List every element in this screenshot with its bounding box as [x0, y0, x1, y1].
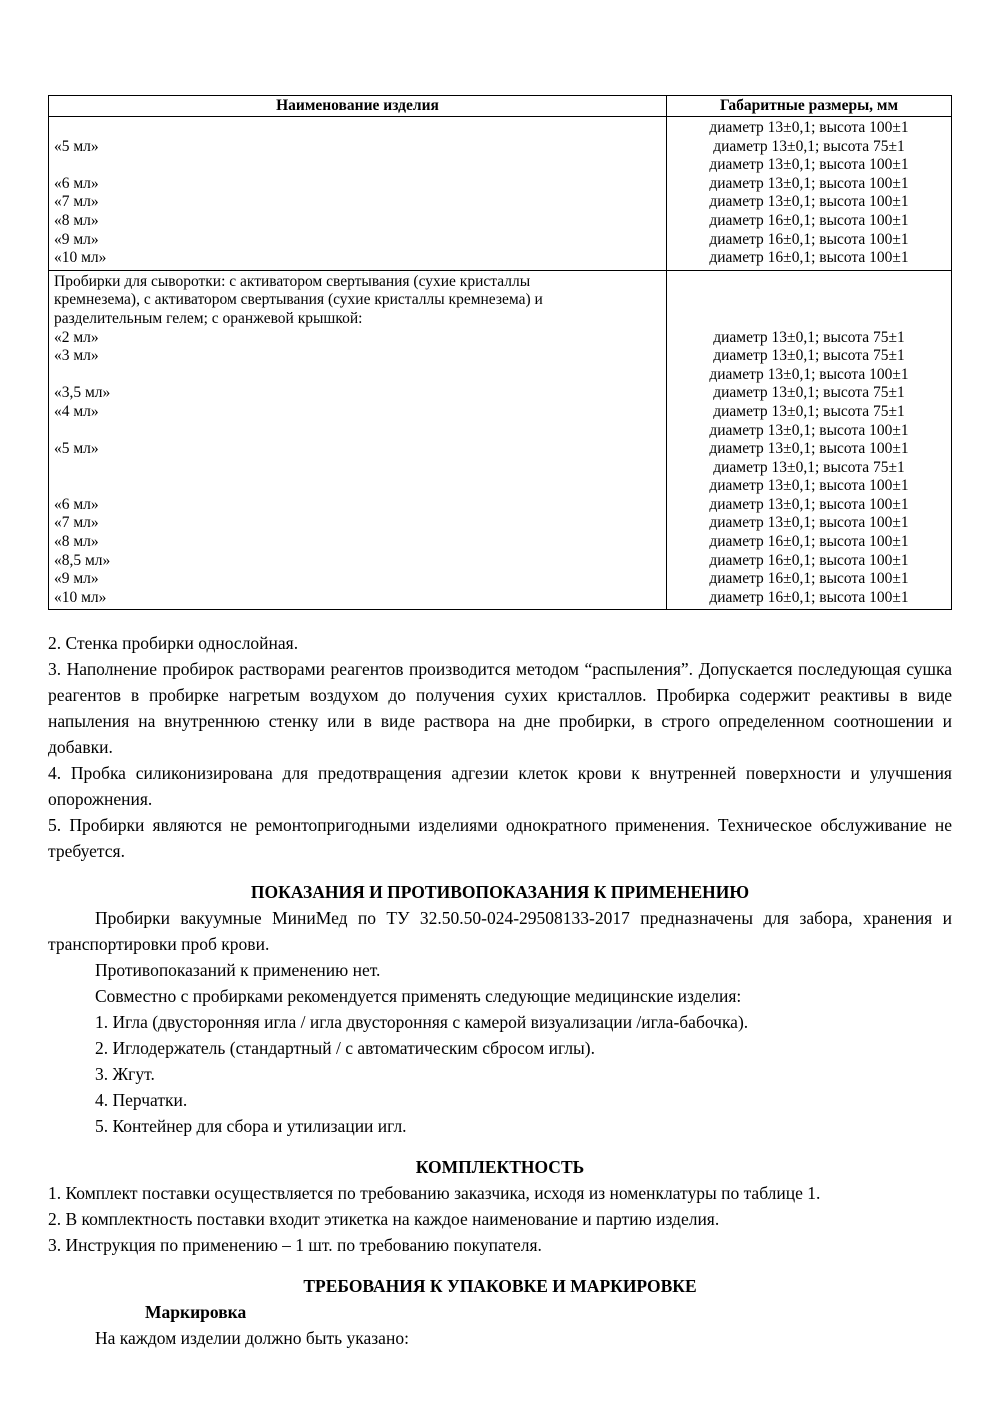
table-header-row — [49, 96, 951, 117]
dimension-line — [667, 273, 951, 292]
product-name-line: «8 мл» — [54, 533, 99, 551]
product-name-line — [54, 422, 662, 441]
table-block-tubes-top — [49, 117, 951, 270]
para-tube-wall: 2. Стенка пробирки однослойная. — [48, 633, 299, 654]
dimension-line: диаметр 13±0,1; высота 75±1 — [713, 347, 905, 365]
product-name-line: разделительным гелем; с оранжевой крышкой: — [54, 309, 363, 327]
table-block1-name-column — [49, 117, 667, 270]
dimension-line: диаметр 13±0,1; высота 100±1 — [709, 156, 909, 174]
para-delivery-set: 1. Комплект поставки осуществляется по требованию заказчика, исходя из номенклатуры по таблице 1. — [48, 1183, 821, 1204]
product-name-line — [54, 477, 662, 496]
dimension-line: диаметр 13±0,1; высота 100±1 — [709, 495, 909, 513]
dimension-line — [667, 291, 951, 310]
dimension-line: диаметр 16±0,1; высота 100±1 — [709, 249, 909, 267]
dimension-line: диаметр 13±0,1; высота 100±1 — [709, 421, 909, 439]
para-contraindications: Противопоказаний к применению нет. — [95, 960, 381, 981]
product-name-line: «10 мл» — [54, 588, 107, 606]
dimension-line: диаметр 13±0,1; высота 100±1 — [709, 477, 909, 495]
para-intended-use: Пробирки вакуумные МиниМед по ТУ 32.50.50-024-29508133-2017 предназначены для забора, хранения и транспортировки проб крови. — [48, 908, 952, 955]
product-name-line: «4 мл» — [54, 402, 99, 420]
product-name-line: Пробирки для сыворотки: с активатором свертывания (сухие кристаллы — [54, 272, 531, 290]
dimension-line: диаметр 16±0,1; высота 100±1 — [709, 533, 909, 551]
dimension-line: диаметр 16±0,1; высота 100±1 — [709, 230, 909, 248]
dimension-line: диаметр 13±0,1; высота 75±1 — [713, 458, 905, 476]
product-name-line: «3,5 мл» — [54, 384, 111, 402]
product-name-line: «6 мл» — [54, 495, 99, 513]
dimension-line: диаметр 16±0,1; высота 100±1 — [709, 588, 909, 606]
recommended-device-item: 1. Игла (двусторонняя игла / игла двусторонняя с камерой визуализации /игла-бабочка). — [95, 1012, 749, 1033]
heading-completeness: КОМПЛЕКТНОСТЬ — [415, 1157, 585, 1178]
dimension-line: диаметр 16±0,1; высота 100±1 — [709, 211, 909, 229]
document-body — [48, 630, 952, 1351]
subheading-marking: Маркировка — [145, 1302, 247, 1323]
product-name-line: «6 мл» — [54, 174, 99, 192]
recommended-device-item: 3. Жгут. — [95, 1064, 155, 1085]
dimension-line: диаметр 13±0,1; высота 100±1 — [709, 174, 909, 192]
dimension-line: диаметр 13±0,1; высота 100±1 — [709, 440, 909, 458]
para-label-included: 2. В комплектность поставки входит этикетка на каждое наименование и партию изделия. — [48, 1209, 720, 1230]
product-name-line: «5 мл» — [54, 137, 99, 155]
product-name-line: «8,5 мл» — [54, 551, 111, 569]
product-name-line — [54, 459, 662, 478]
table-block2-dimension-column — [667, 271, 951, 610]
table-header-dimensions: Габаритные размеры, мм — [719, 97, 899, 114]
product-name-line — [54, 156, 662, 175]
dimension-line: диаметр 13±0,1; высота 75±1 — [713, 328, 905, 346]
product-name-line: «7 мл» — [54, 193, 99, 211]
product-name-line — [54, 366, 662, 385]
heading-indications: ПОКАЗАНИЯ И ПРОТИВОПОКАЗАНИЯ К ПРИМЕНЕНИЮ — [250, 882, 750, 903]
product-name-line: «2 мл» — [54, 328, 99, 346]
recommended-device-item: 4. Перчатки. — [95, 1090, 188, 1111]
product-name-line: «3 мл» — [54, 347, 99, 365]
product-name-line — [54, 119, 662, 138]
product-name-line: «7 мл» — [54, 514, 99, 532]
product-name-line: кремнезема), с активатором свертывания (сухие кристаллы кремнезема) и — [54, 291, 543, 309]
para-recommended-devices: Совместно с пробирками рекомендуется применять следующие медицинские изделия: — [95, 986, 742, 1007]
product-spec-table — [48, 95, 952, 610]
para-instruction-included: 3. Инструкция по применению – 1 шт. по требованию покупателя. — [48, 1235, 542, 1256]
recommended-device-item: 2. Иглодержатель (стандартный / с автоматическим сбросом иглы). — [95, 1038, 596, 1059]
dimension-line: диаметр 13±0,1; высота 100±1 — [709, 119, 909, 136]
product-name-line: «10 мл» — [54, 249, 107, 267]
table-header-product-name: Наименование изделия — [49, 96, 667, 116]
dimension-line — [667, 310, 951, 329]
product-name-line: «9 мл» — [54, 570, 99, 588]
dimension-line: диаметр 16±0,1; высота 100±1 — [709, 570, 909, 588]
heading-packaging-marking: ТРЕБОВАНИЯ К УПАКОВКЕ И МАРКИРОВКЕ — [303, 1276, 697, 1297]
dimension-line: диаметр 13±0,1; высота 75±1 — [713, 137, 905, 155]
para-marking-requirement: На каждом изделии должно быть указано: — [95, 1328, 409, 1349]
product-name-line: «9 мл» — [54, 230, 99, 248]
dimension-line: диаметр 16±0,1; высота 100±1 — [709, 551, 909, 569]
recommended-device-item: 5. Контейнер для сбора и утилизации игл. — [95, 1116, 407, 1137]
para-siliconized-stopper: 4. Пробка силиконизирована для предотвращения адгезии клеток крови к внутренней поверхности и улучшения опорожнения. — [48, 763, 952, 810]
table-block-serum-tubes — [49, 270, 951, 610]
product-name-line: «8 мл» — [54, 211, 99, 229]
table-block2-name-column — [49, 271, 667, 610]
dimension-line: диаметр 13±0,1; высота 75±1 — [713, 402, 905, 420]
table-block1-dimension-column — [667, 117, 951, 270]
dimension-line: диаметр 13±0,1; высота 100±1 — [709, 365, 909, 383]
dimension-line: диаметр 13±0,1; высота 100±1 — [709, 193, 909, 211]
para-single-use: 5. Пробирки являются не ремонтопригодными изделиями однократного применения. Техническое обслуживание не требуется. — [48, 815, 952, 862]
dimension-line: диаметр 13±0,1; высота 75±1 — [713, 384, 905, 402]
para-reagent-filling: 3. Наполнение пробирок растворами реагентов производится методом “распыления”. Допускается последующая сушка реагентов в пробирке нагретым воздухом до получения сухих кристаллов. Пробирка содержит реактивы в виде напыления на внутреннюю стенку или в виде раствора на дне пробирки, в строго определенном соотношении и добавки. — [48, 659, 952, 758]
product-name-line: «5 мл» — [54, 440, 99, 458]
dimension-line: диаметр 13±0,1; высота 100±1 — [709, 514, 909, 532]
